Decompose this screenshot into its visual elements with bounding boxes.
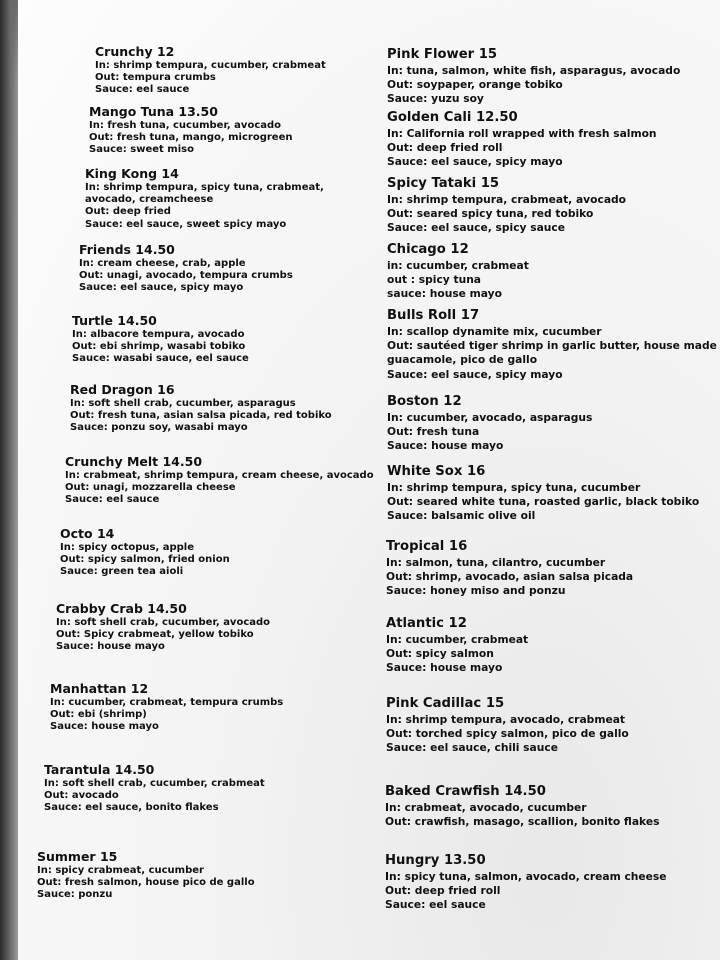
menu-item-detail: Sauce: sweet miso bbox=[89, 144, 194, 156]
menu-item-detail: in: cucumber, crabmeat bbox=[387, 259, 529, 272]
menu-item-detail: Sauce: eel sauce, spicy sauce bbox=[387, 221, 565, 235]
menu-item-name: Friends 14.50 bbox=[79, 242, 175, 257]
menu-item-detail: In: soft shell crab, cucumber, avocado bbox=[56, 617, 271, 628]
menu-item-detail: Out: deep fried roll bbox=[385, 884, 501, 898]
menu-item-detail: Sauce: balsamic olive oil bbox=[387, 509, 536, 523]
menu-item-detail: In: spicy tuna, salmon, avocado, cream cheese bbox=[385, 870, 667, 883]
menu-item-detail: Sauce: eel sauce, sweet spicy mayo bbox=[85, 218, 287, 230]
menu-item-detail: Out: tempura crumbs bbox=[95, 72, 216, 84]
menu-item-name: Pink Flower 15 bbox=[387, 47, 498, 62]
menu-item-detail: In: fresh tuna, cucumber, avocado bbox=[89, 120, 282, 131]
menu-item-detail: Sauce: eel sauce bbox=[385, 898, 486, 912]
menu-item-detail: Sauce: eel sauce, spicy mayo bbox=[79, 282, 244, 294]
menu-item-detail: Sauce: wasabi sauce, eel sauce bbox=[72, 353, 249, 365]
menu-item-detail: In: soft shell crab, cucumber, crabmeat bbox=[44, 778, 265, 789]
menu-item-detail: In: cucumber, crabmeat bbox=[386, 633, 529, 646]
menu-item-name: Baked Crawfish 14.50 bbox=[385, 784, 546, 799]
menu-item bbox=[387, 46, 680, 107]
menu-item bbox=[386, 538, 633, 599]
menu-item bbox=[50, 681, 283, 734]
menu-item-detail: Out: unagi, mozzarella cheese bbox=[65, 482, 236, 494]
menu-item-detail: Sauce: eel sauce, spicy mayo bbox=[387, 367, 563, 381]
menu-item-name: Pink Cadillac 15 bbox=[386, 696, 505, 711]
menu-item bbox=[387, 175, 626, 236]
menu-item-detail: Sauce: green tea aioli bbox=[60, 566, 184, 578]
menu-item-detail: Out: soypaper, orange tobiko bbox=[387, 78, 563, 92]
menu-item-detail: out : spicy tuna bbox=[387, 273, 482, 287]
menu-item-detail: Out: fresh tuna, asian salsa picada, red tobiko bbox=[70, 410, 332, 422]
menu-item-detail: avocado, creamcheese bbox=[85, 194, 214, 206]
menu-item-detail: In: shrimp tempura, cucumber, crabmeat bbox=[95, 60, 326, 71]
menu-item-detail: Out: shrimp, avocado, asian salsa picada bbox=[386, 570, 634, 584]
menu-item-detail: In: soft shell crab, cucumber, asparagus bbox=[70, 398, 296, 409]
menu-item-name: Atlantic 12 bbox=[386, 616, 467, 631]
menu-item-detail: sauce: house mayo bbox=[387, 287, 502, 301]
menu-item-detail: Out: ebi (shrimp) bbox=[50, 709, 147, 721]
menu-item bbox=[72, 313, 249, 366]
menu-item-name: Boston 12 bbox=[387, 394, 462, 409]
menu-item-detail: In: scallop dynamite mix, cucumber bbox=[387, 325, 602, 338]
menu-item-detail: Out: avocado bbox=[44, 790, 119, 802]
menu-item bbox=[387, 109, 657, 170]
menu-item-name: Crunchy Melt 14.50 bbox=[65, 454, 203, 469]
menu-item-detail: Sauce: eel sauce, chili sauce bbox=[386, 741, 558, 755]
menu-item bbox=[70, 382, 332, 435]
menu-item-detail: In: shrimp tempura, avocado, crabmeat bbox=[386, 713, 626, 726]
menu-item-detail: In: California roll wrapped with fresh salmon bbox=[387, 127, 657, 140]
menu-item bbox=[37, 849, 255, 902]
menu-item-name: Manhattan 12 bbox=[50, 681, 149, 696]
menu-item-detail: In: salmon, tuna, cilantro, cucumber bbox=[386, 556, 606, 569]
menu-item-name: King Kong 14 bbox=[85, 166, 179, 181]
menu-item-detail: Out: fresh salmon, house pico de gallo bbox=[37, 877, 255, 889]
menu-item-detail: Sauce: yuzu soy bbox=[387, 92, 484, 106]
menu-item-name: Turtle 14.50 bbox=[72, 313, 157, 328]
menu-item-detail: Out: ebi shrimp, wasabi tobiko bbox=[72, 341, 246, 353]
menu-item-name: Octo 14 bbox=[60, 526, 115, 541]
menu-item-name: Bulls Roll 17 bbox=[387, 308, 480, 323]
menu-item bbox=[387, 241, 529, 302]
menu-item-detail: guacamole, pico de gallo bbox=[387, 353, 538, 367]
menu-item bbox=[89, 104, 293, 157]
menu-item-detail: Out: deep fried roll bbox=[387, 141, 503, 155]
menu-item bbox=[65, 454, 374, 507]
menu-item-detail: Sauce: house mayo bbox=[50, 721, 159, 733]
menu-item-name: Chicago 12 bbox=[387, 242, 469, 257]
menu-item-name: Tarantula 14.50 bbox=[44, 762, 155, 777]
menu-item-detail: Sauce: house mayo bbox=[387, 439, 504, 453]
menu-item-detail: Sauce: eel sauce, bonito flakes bbox=[44, 802, 219, 814]
menu-item-detail: In: shrimp tempura, crabmeat, avocado bbox=[387, 193, 627, 206]
menu-item-detail: Out: crawfish, masago, scallion, bonito flakes bbox=[385, 815, 660, 829]
menu-item-name: Hungry 13.50 bbox=[385, 853, 486, 868]
menu-item-detail: In: tuna, salmon, white fish, asparagus, avocado bbox=[387, 64, 681, 77]
menu-item-detail: In: spicy crabmeat, cucumber bbox=[37, 865, 204, 876]
menu-item-name: Crabby Crab 14.50 bbox=[56, 601, 187, 616]
menu-item-name: Red Dragon 16 bbox=[70, 382, 175, 397]
menu-item-detail: In: cucumber, crabmeat, tempura crumbs bbox=[50, 697, 284, 708]
menu-item-name: Crunchy 12 bbox=[95, 44, 175, 59]
menu-item bbox=[386, 695, 629, 756]
menu-item-detail: In: cucumber, avocado, asparagus bbox=[387, 411, 593, 424]
menu-item-name: Summer 15 bbox=[37, 849, 118, 864]
menu-item-detail: In: albacore tempura, avocado bbox=[72, 329, 245, 340]
menu-item-detail: Sauce: ponzu bbox=[37, 889, 113, 901]
menu-item bbox=[387, 393, 592, 454]
menu-item-detail: Out: seared white tuna, roasted garlic, black tobiko bbox=[387, 495, 700, 509]
menu-item-detail: Out: Spicy crabmeat, yellow tobiko bbox=[56, 629, 254, 641]
menu-item bbox=[56, 601, 270, 654]
menu-item-detail: Out: deep fried bbox=[85, 206, 171, 218]
menu-item-detail: Out: sautéed tiger shrimp in garlic butter, house made bbox=[387, 339, 717, 353]
menu-item bbox=[385, 783, 660, 829]
menu-item-name: Golden Cali 12.50 bbox=[387, 110, 518, 125]
menu-item-name: Mango Tuna 13.50 bbox=[89, 104, 218, 119]
menu-item-detail: Out: spicy salmon, fried onion bbox=[60, 554, 230, 566]
menu-item bbox=[85, 166, 324, 231]
menu-item-detail: Sauce: eel sauce, spicy mayo bbox=[387, 155, 563, 169]
menu-item-name: Spicy Tataki 15 bbox=[387, 176, 500, 191]
menu-item-detail: Out: fresh tuna, mango, microgreen bbox=[89, 132, 293, 144]
menu-item-detail: In: crabmeat, shrimp tempura, cream cheese, avocado bbox=[65, 470, 374, 481]
menu-item-detail: Sauce: ponzu soy, wasabi mayo bbox=[70, 422, 248, 434]
menu-item-detail: Out: fresh tuna bbox=[387, 425, 480, 439]
menu-item-detail: Out: seared spicy tuna, red tobiko bbox=[387, 207, 594, 221]
menu-item-name: Tropical 16 bbox=[386, 539, 468, 554]
menu-item bbox=[79, 242, 293, 295]
menu-item-detail: In: cream cheese, crab, apple bbox=[79, 258, 246, 269]
menu-item-detail: Out: torched spicy salmon, pico de gallo bbox=[386, 727, 629, 741]
menu-item-detail: In: spicy octopus, apple bbox=[60, 542, 195, 553]
menu-item-detail: Sauce: honey miso and ponzu bbox=[386, 584, 566, 598]
menu-item-detail: Sauce: house mayo bbox=[386, 661, 503, 675]
menu-item-detail: In: crabmeat, avocado, cucumber bbox=[385, 801, 587, 814]
menu-item-detail: In: shrimp tempura, spicy tuna, cucumber bbox=[387, 481, 641, 494]
menu-item bbox=[95, 44, 326, 97]
menu-item bbox=[386, 615, 528, 676]
menu-item-detail: Sauce: eel sauce bbox=[65, 494, 160, 506]
menu-item-detail: Out: spicy salmon bbox=[386, 647, 494, 661]
menu-item bbox=[385, 852, 667, 913]
menu-item bbox=[387, 463, 699, 524]
menu-item bbox=[44, 762, 265, 815]
menu-item-name: White Sox 16 bbox=[387, 464, 486, 479]
menu-item-detail: Sauce: house mayo bbox=[56, 641, 165, 653]
menu-item bbox=[60, 526, 230, 579]
menu-item bbox=[387, 307, 717, 382]
menu-item-detail: In: shrimp tempura, spicy tuna, crabmeat, bbox=[85, 182, 324, 193]
menu-item-detail: Sauce: eel sauce bbox=[95, 84, 190, 96]
menu-item-detail: Out: unagi, avocado, tempura crumbs bbox=[79, 270, 293, 282]
